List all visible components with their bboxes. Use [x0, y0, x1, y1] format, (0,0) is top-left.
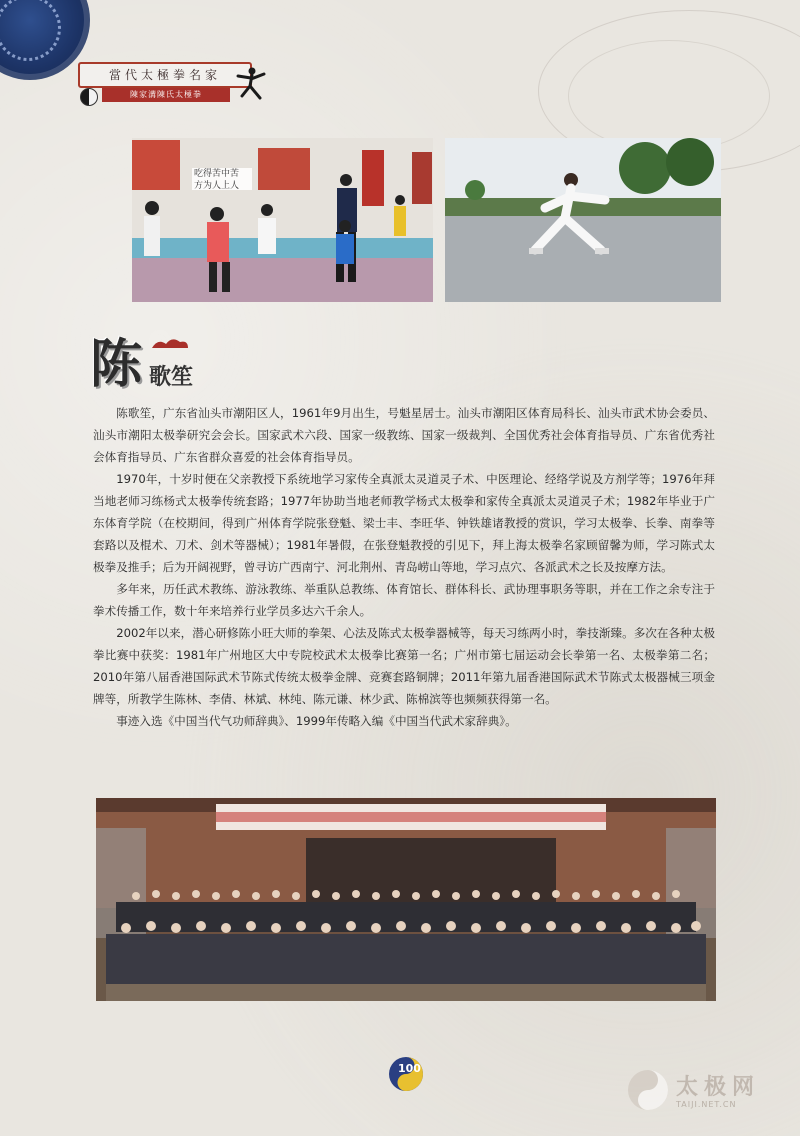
banner-line: 方为人上人 [194, 181, 240, 191]
person-surname: 陈 [90, 334, 144, 395]
bio-paragraph: 2002年以来，潜心研修陈小旺大师的拳架、心法及陈式太极拳器械等，每天习练两小时，拳技渐臻。多次在各种太极拳比赛中获奖：1981年广州地区大中专院校武术太极拳比赛第一名；广州市第七届运动会长拳第一名、太极拳第二名；2010年第八届香港国际武术节陈式传统太极拳金牌、竞赛套路铜牌；2011年第九届香港国际武术节陈式太极器械三项金牌等，所教学生陈林、李倩、林斌、林纯、陈元谦、林少武、陈棉滨等也频频获得第一名。 [93, 626, 715, 706]
group-photo-illustration [96, 798, 716, 1001]
outdoor-taichi-illustration [445, 138, 721, 302]
bio-paragraph: 1970年，十岁时便在父亲教授下系统地学习家传全真派太灵道灵子术、中医理论、经络学说及方剂学等；1976年拜当地老师习练杨式太极拳传统套路；1977年协助当地老师教学杨式太极拳和家传全真派太灵道灵子术；1982年毕业于广东体育学院（在校期间，得到广州体育学院张登魁、梁士丰、李旺华、钟铁雄诸教授的赏识，学习太极拳、长拳、南拳等套路以及棍术、刀术、剑术等器械）；1981年暑假，在张登魁教授的引见下，拜上海太极拳名家顾留馨为师，学习陈式太极拳及推手；后为开阔视野，曾寻访广西南宁、河北荆州、青岛崂山等地，学习点穴、各派武术之长及按摩方法。 [93, 472, 715, 574]
auspicious-cloud-icon [150, 336, 190, 352]
background-swirl [568, 40, 770, 152]
watermark-url: TAIJI.NET.CN [676, 1100, 737, 1109]
bio-paragraph: 事迹入选《中国当代气功师辞典》、1999年传略入编《中国当代武术家辞典》。 [116, 714, 517, 728]
page-number: 100 [398, 1062, 421, 1075]
group-photo [96, 798, 716, 1001]
person-given-name: 歌笙 [149, 364, 194, 390]
brand-subtitle: 陳家溝陳氏太極拳 [102, 88, 230, 102]
brand-title: 當代太極拳名家 [78, 62, 252, 88]
martial-artist-icon [230, 66, 270, 102]
training-hall-photo [132, 138, 433, 302]
yin-yang-icon [80, 88, 98, 106]
corner-ornament [0, 0, 90, 80]
outdoor-taichi-photo [445, 138, 721, 302]
banner-line: 吃得苦中苦 [194, 169, 240, 179]
bio-paragraph: 多年来，历任武术教练、游泳教练、举重队总教练、体育馆长、群体科长、武协理事职务等职，并在工作之余专注于拳术传播工作，数十年来培养行业学员多达六千余人。 [93, 582, 715, 618]
bio-paragraph: 陈歌笙，广东省汕头市潮阳区人，1961年9月出生，号魁星居士。汕头市潮阳区体育局科长、汕头市武术协会委员、汕头市潮阳太极拳研究会会长。国家武术六段、国家一级教练、国家一级裁判、全国优秀社会体育指导员、广东省优秀社会体育指导员、广东省群众喜爱的社会体育指导员。 [93, 406, 715, 464]
watermark-text: 太极网 [676, 1074, 761, 1100]
training-hall-illustration [132, 138, 433, 302]
biography [93, 402, 715, 732]
header-brand [78, 62, 278, 106]
